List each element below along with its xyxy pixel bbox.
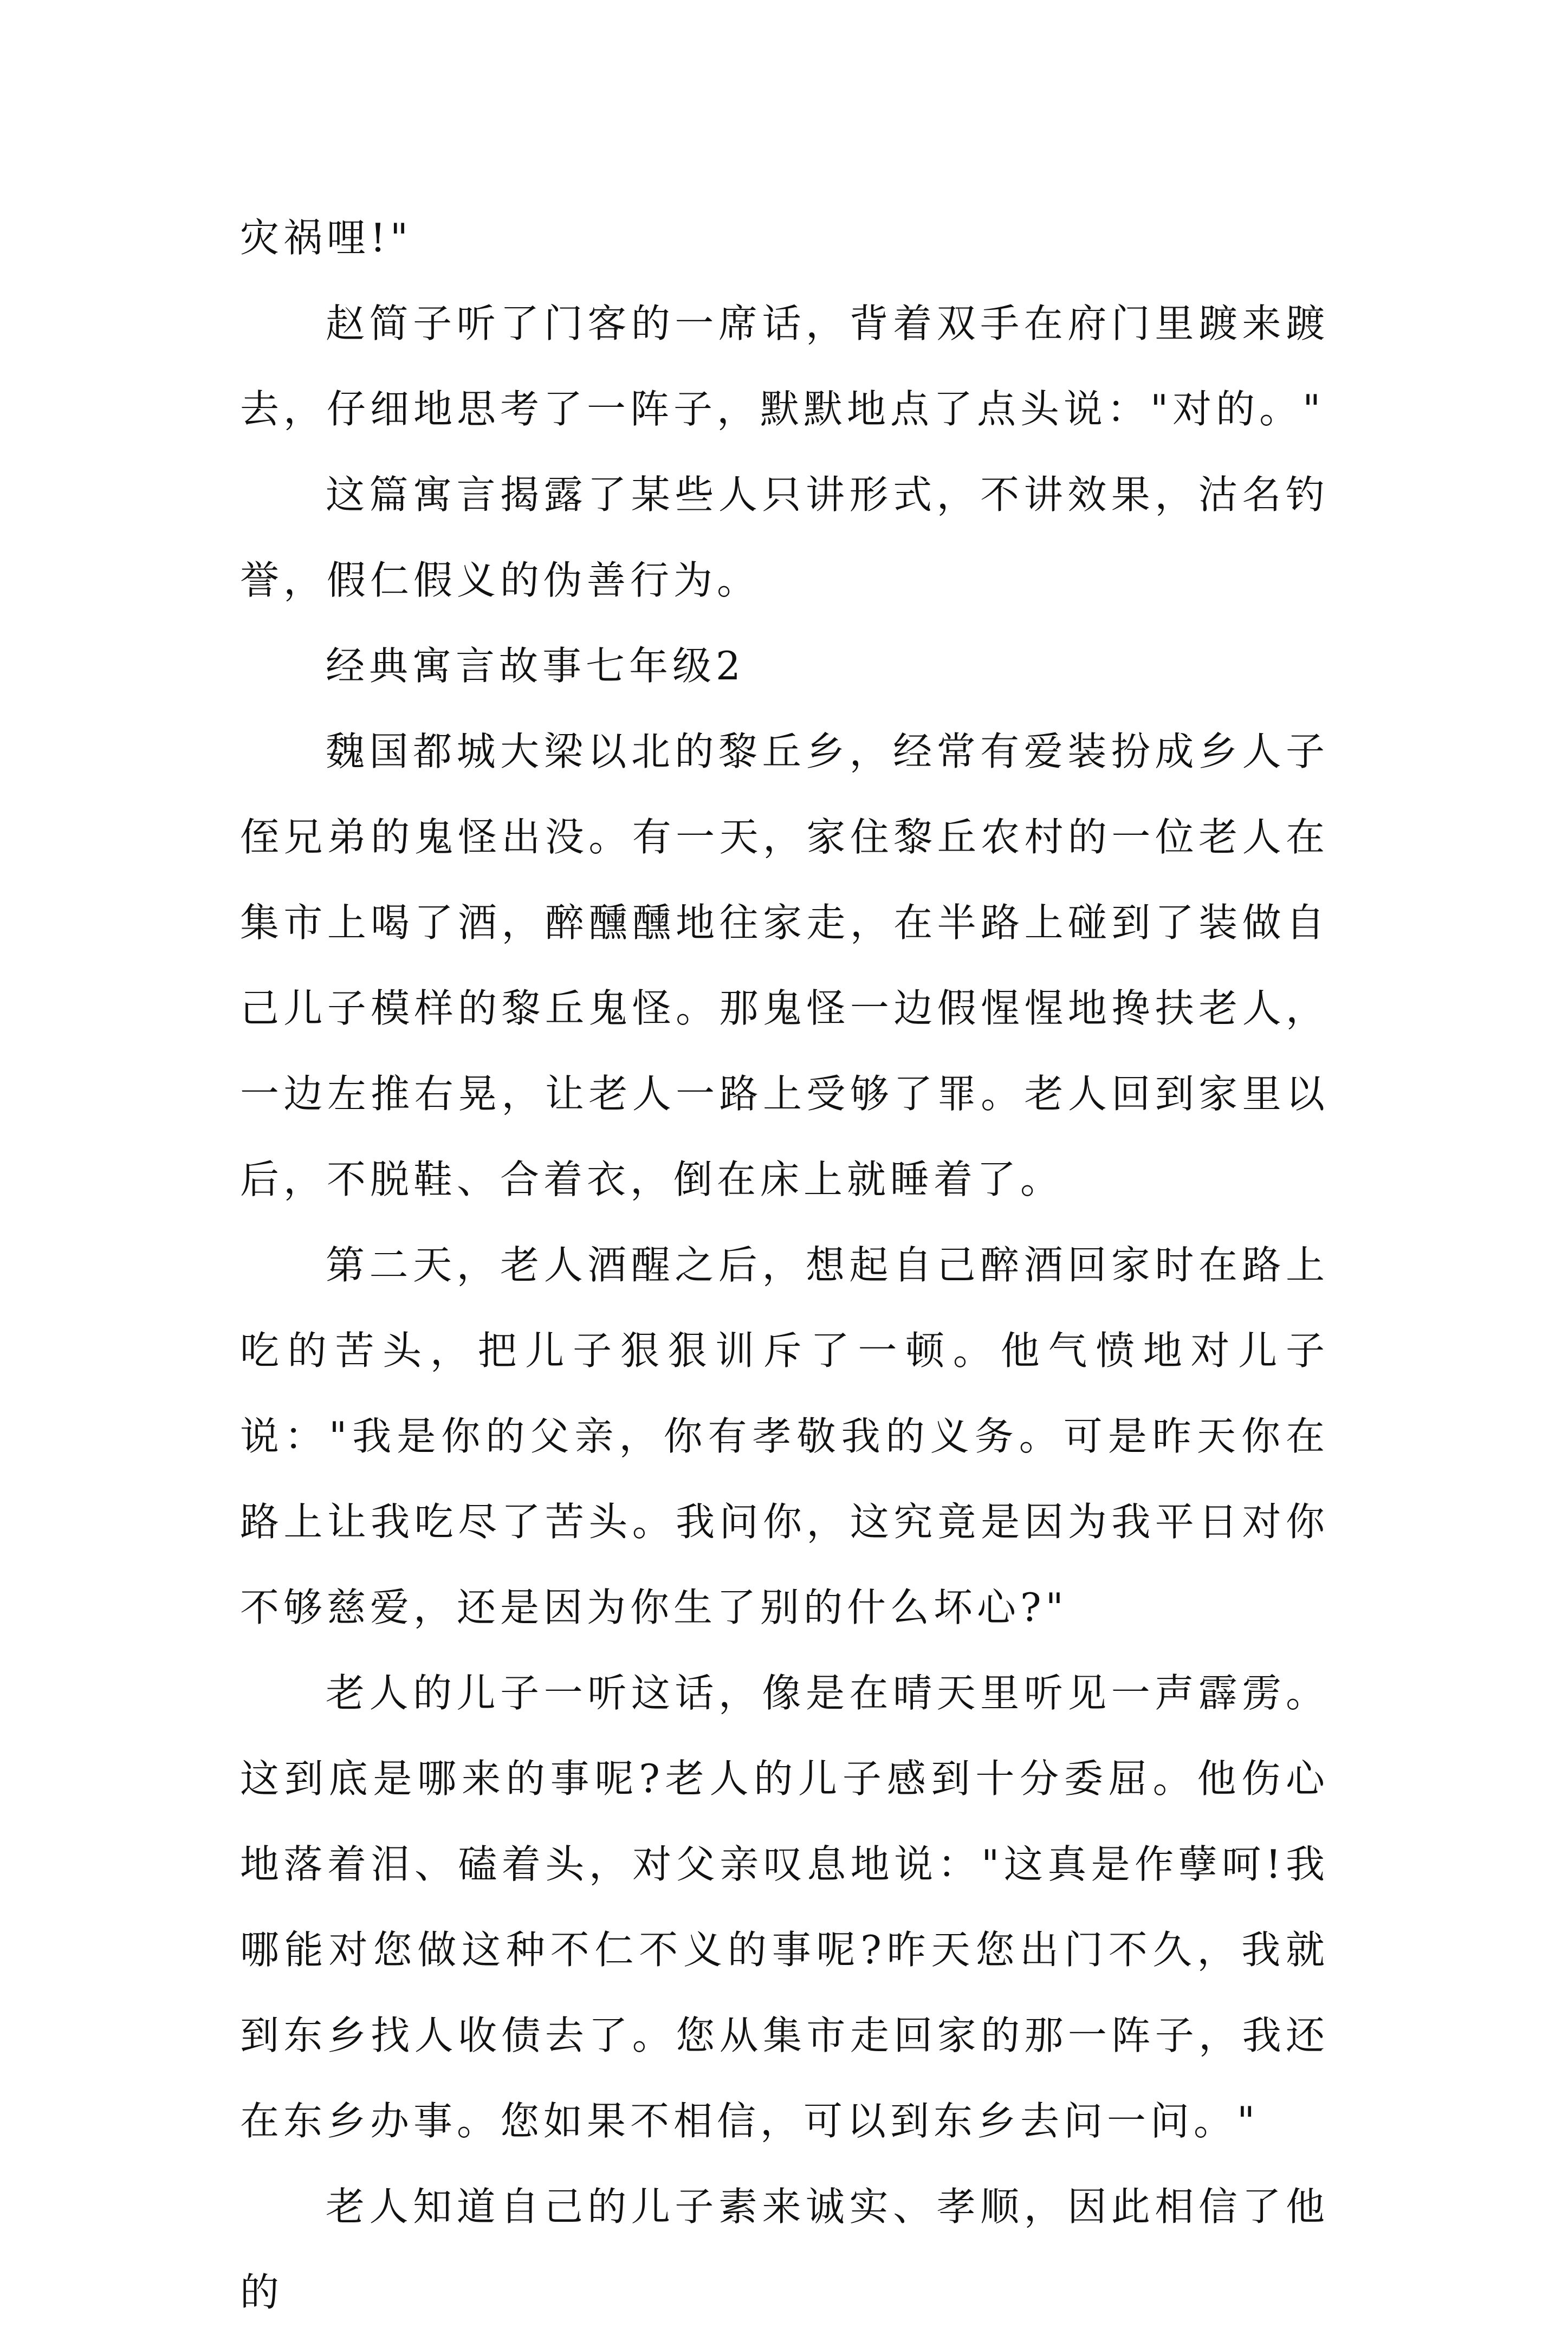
- section-heading: 经典寓言故事七年级2: [326, 643, 745, 689]
- paragraph: 老人知道自己的儿子素来诚实、孝顺，因此相信了他的: [240, 2184, 1329, 2315]
- paragraph: 赵简子听了门客的一席话，背着双手在府门里踱来踱去，仔细地思考了一阵子，默默地点了点头说："对的。": [240, 301, 1329, 432]
- paragraph: 老人的儿子一听这话，像是在晴天里听见一声霹雳。这到底是哪来的事呢?老人的儿子感到十分委屈。他伤心地落着泪、磕着头，对父亲叹息地说："这真是作孽呵!我哪能对您做这种不仁不义的事呢?昨天您出门不久，我就到东乡找人收债去了。您从集市走回家的那一阵子，我还在东乡办事。您如果不相信，可以到东乡去问一问。": [240, 1670, 1329, 2144]
- paragraph: 这篇寓言揭露了某些人只讲形式，不讲效果，沽名钓誉，假仁假义的伪善行为。: [240, 472, 1329, 603]
- paragraph: 第二天，老人酒醒之后，想起自己醉酒回家时在路上吃的苦头，把儿子狠狠训斥了一顿。他气愤地对儿子说："我是你的父亲，你有孝敬我的义务。可是昨天你在路上让我吃尽了苦头。我问你，这究竟是因为我平日对你不够慈爱，还是因为你生了别的什么坏心?": [240, 1242, 1329, 1630]
- paragraph: 魏国都城大梁以北的黎丘乡，经常有爱装扮成乡人子侄兄弟的鬼怪出没。有一天，家住黎丘农村的一位老人在集市上喝了酒，醉醺醺地往家走，在半路上碰到了装做自己儿子模样的黎丘鬼怪。那鬼怪一边假惺惺地搀扶老人，一边左推右晃，让老人一路上受够了罪。老人回到家里以后，不脱鞋、合着衣，倒在床上就睡着了。: [240, 729, 1329, 1202]
- paragraph-continuation: 灾祸哩!": [240, 215, 413, 261]
- document-body: [240, 195, 1329, 2335]
